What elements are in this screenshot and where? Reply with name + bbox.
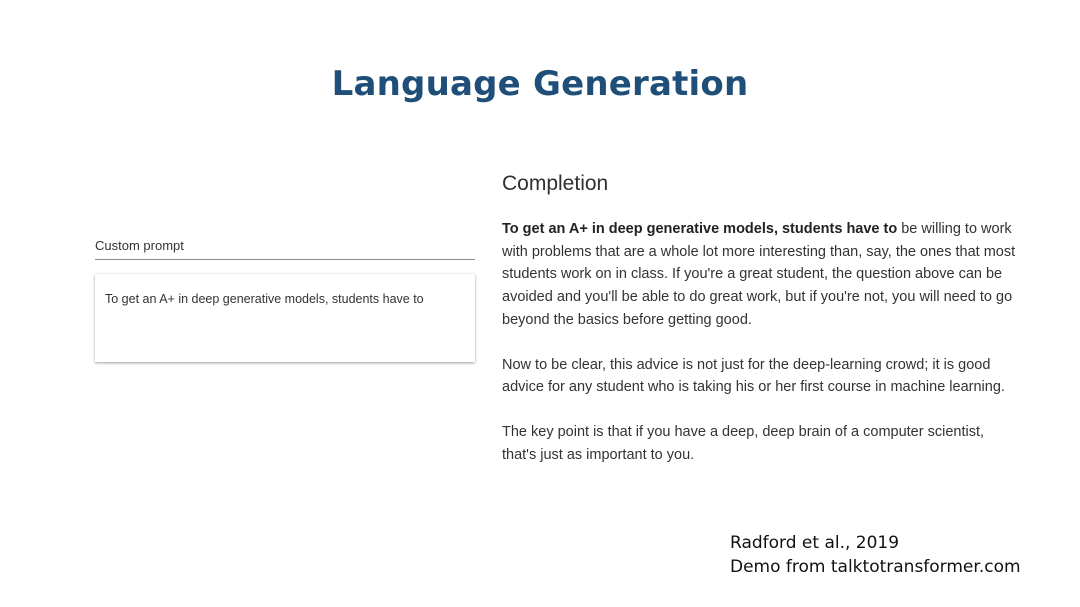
completion-prompt-echo: To get an A+ in deep generative models, students have to <box>502 221 898 237</box>
completion-text-2: Now to be clear, this advice is not just for the deep-learning crowd; it is good advice for any student who is taking his or her first course in machine learning. <box>502 356 1005 396</box>
completion-paragraph-1 <box>502 218 1022 332</box>
completion-paragraph-3 <box>502 421 1022 466</box>
custom-prompt-label: Custom prompt <box>95 238 475 260</box>
completion-text-1: be willing to work with problems that are a whole lot more interesting than, say, the ones that most students work on in class. If you're a great student, the question above can be avoided and you'll be able to do great work, but if you're not, you will need to go beyond the basics before getting good. <box>502 221 1016 328</box>
slide-title: Language Generation <box>331 64 749 104</box>
completion-paragraph-2 <box>502 354 1022 399</box>
citation <box>730 531 1021 579</box>
completion-text-3: The key point is that if you have a deep, deep brain of a computer scientist, that's just as important to you. <box>502 423 985 463</box>
completion-heading: Completion <box>502 172 609 195</box>
citation-demo-source: Demo from talktotransformer.com <box>730 557 1021 577</box>
prompt-panel <box>95 238 475 362</box>
completion-panel <box>502 172 1022 488</box>
custom-prompt-input[interactable]: To get an A+ in deep generative models, students have to <box>95 274 475 362</box>
citation-reference: Radford et al., 2019 <box>730 533 900 553</box>
